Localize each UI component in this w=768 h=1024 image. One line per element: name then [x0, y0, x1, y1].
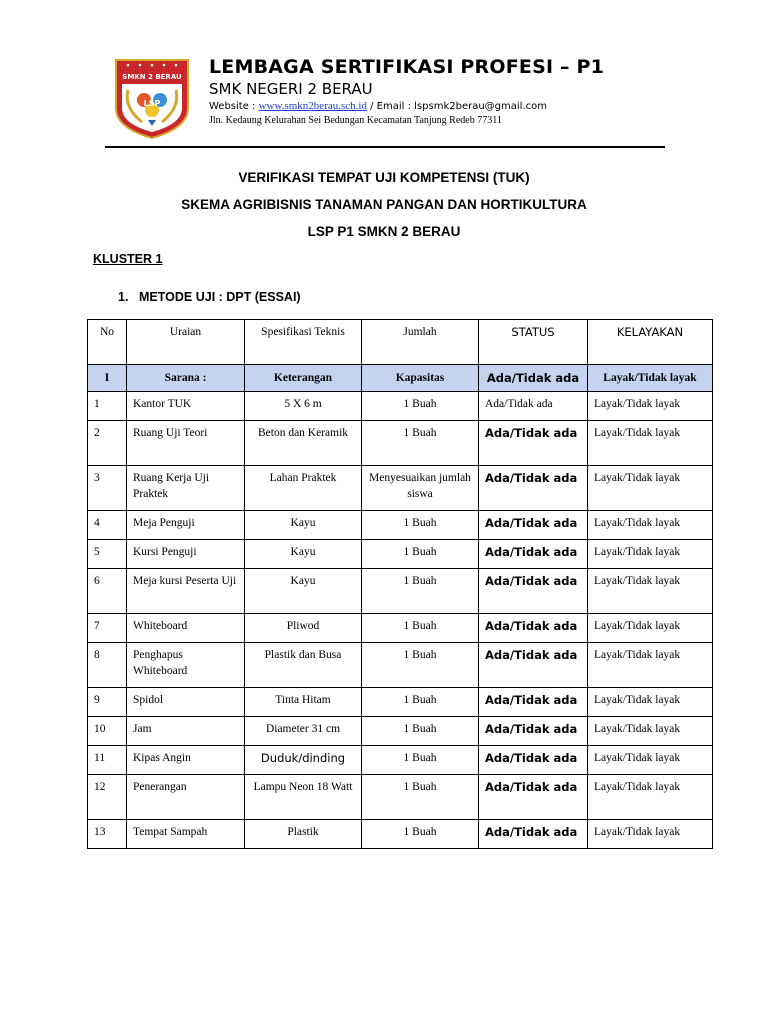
table-row	[88, 688, 713, 717]
row-no: 2	[88, 421, 127, 466]
table-header-row	[88, 320, 713, 365]
row-jumlah: 1 Buah	[362, 746, 479, 775]
row-jumlah: 1 Buah	[362, 421, 479, 466]
row-no: 3	[88, 466, 127, 511]
row-kelayakan: Layak/Tidak layak	[588, 511, 713, 540]
row-status: Ada/Tidak ada	[479, 746, 588, 775]
table-row	[88, 392, 713, 421]
row-kelayakan: Layak/Tidak layak	[588, 820, 713, 849]
header-status: STATUS	[479, 320, 588, 365]
table-row	[88, 820, 713, 849]
row-kelayakan: Layak/Tidak layak	[588, 466, 713, 511]
table-row	[88, 466, 713, 511]
row-jumlah: 1 Buah	[362, 717, 479, 746]
row-uraian: Penghapus Whiteboard	[127, 643, 245, 688]
table-row	[88, 421, 713, 466]
row-spesifikasi: Diameter 31 cm	[245, 717, 362, 746]
row-status: Ada/Tidak ada	[479, 466, 588, 511]
header-uraian: Uraian	[127, 320, 245, 365]
subheader-uraian: Sarana :	[127, 365, 245, 392]
row-spesifikasi: Kayu	[245, 540, 362, 569]
row-jumlah: 1 Buah	[362, 392, 479, 421]
row-no: 8	[88, 643, 127, 688]
row-uraian: Ruang Kerja Uji Praktek	[127, 466, 245, 511]
subheader-jumlah: Kapasitas	[362, 365, 479, 392]
table-row	[88, 775, 713, 820]
table-body	[88, 392, 713, 849]
row-spesifikasi: Pliwod	[245, 614, 362, 643]
header-jumlah: Jumlah	[362, 320, 479, 365]
row-jumlah: 1 Buah	[362, 540, 479, 569]
table-row	[88, 614, 713, 643]
row-kelayakan: Layak/Tidak layak	[588, 746, 713, 775]
metode-number: 1.	[118, 290, 129, 304]
row-kelayakan: Layak/Tidak layak	[588, 775, 713, 820]
row-status: Ada/Tidak ada	[479, 392, 588, 421]
row-status: Ada/Tidak ada	[479, 511, 588, 540]
row-spesifikasi: Lampu Neon 18 Watt	[245, 775, 362, 820]
table-row	[88, 569, 713, 614]
logo-letters: LSP	[143, 99, 161, 108]
row-no: 11	[88, 746, 127, 775]
row-status: Ada/Tidak ada	[479, 717, 588, 746]
row-no: 13	[88, 820, 127, 849]
metode-label: METODE UJI : DPT (ESSAI)	[139, 290, 301, 304]
row-no: 4	[88, 511, 127, 540]
row-status: Ada/Tidak ada	[479, 820, 588, 849]
email-label: / Email :	[366, 101, 415, 112]
subheader-status: Ada/Tidak ada	[479, 365, 588, 392]
table-subheader-row	[88, 365, 713, 392]
row-kelayakan: Layak/Tidak layak	[588, 717, 713, 746]
row-jumlah: 1 Buah	[362, 643, 479, 688]
row-status: Ada/Tidak ada	[479, 614, 588, 643]
row-uraian: Kantor TUK	[127, 392, 245, 421]
row-kelayakan: Layak/Tidak layak	[588, 643, 713, 688]
header-kelayakan: KELAYAKAN	[588, 320, 713, 365]
row-no: 7	[88, 614, 127, 643]
website-label: Website :	[209, 101, 259, 112]
row-status: Ada/Tidak ada	[479, 421, 588, 466]
logo-text: SMKN 2 BERAU	[122, 73, 182, 81]
contact-line	[209, 100, 547, 112]
email-address[interactable]: lspsmk2berau@gmail.com	[414, 101, 547, 112]
header-divider	[105, 146, 665, 148]
row-spesifikasi: Duduk/dinding	[245, 746, 362, 775]
row-status: Ada/Tidak ada	[479, 540, 588, 569]
row-jumlah: Menyesuaikan jumlah siswa	[362, 466, 479, 511]
row-spesifikasi: Lahan Praktek	[245, 466, 362, 511]
row-spesifikasi: Kayu	[245, 569, 362, 614]
row-spesifikasi: Tinta Hitam	[245, 688, 362, 717]
row-jumlah: 1 Buah	[362, 820, 479, 849]
table-row	[88, 746, 713, 775]
row-spesifikasi: Beton dan Keramik	[245, 421, 362, 466]
row-kelayakan: Layak/Tidak layak	[588, 569, 713, 614]
table-row	[88, 643, 713, 688]
address: Jln. Kedaung Kelurahan Sei Bedungan Kecamatan Tanjung Redeb 77311	[209, 115, 502, 126]
row-no: 1	[88, 392, 127, 421]
row-no: 5	[88, 540, 127, 569]
metode-heading	[118, 290, 301, 304]
row-no: 12	[88, 775, 127, 820]
row-uraian: Spidol	[127, 688, 245, 717]
row-status: Ada/Tidak ada	[479, 643, 588, 688]
school-logo	[112, 56, 192, 140]
kluster-heading: KLUSTER 1	[93, 252, 163, 266]
scheme-title: SKEMA AGRIBISNIS TANAMAN PANGAN DAN HORTIKULTURA	[181, 197, 587, 212]
org-subtitle: SMK NEGERI 2 BERAU	[209, 80, 373, 98]
document-title: VERIFIKASI TEMPAT UJI KOMPETENSI (TUK)	[238, 170, 530, 185]
row-spesifikasi: Plastik dan Busa	[245, 643, 362, 688]
website-link[interactable]: www.smkn2berau.sch.id	[258, 100, 367, 112]
row-kelayakan: Layak/Tidak layak	[588, 421, 713, 466]
row-uraian: Tempat Sampah	[127, 820, 245, 849]
table-row	[88, 511, 713, 540]
row-jumlah: 1 Buah	[362, 511, 479, 540]
row-spesifikasi: Kayu	[245, 511, 362, 540]
row-uraian: Jam	[127, 717, 245, 746]
tuk-table	[87, 319, 713, 849]
row-kelayakan: Layak/Tidak layak	[588, 614, 713, 643]
row-status: Ada/Tidak ada	[479, 775, 588, 820]
table-row	[88, 540, 713, 569]
row-uraian: Penerangan	[127, 775, 245, 820]
row-uraian: Ruang Uji Teori	[127, 421, 245, 466]
row-uraian: Meja kursi Peserta Uji	[127, 569, 245, 614]
row-spesifikasi: Plastik	[245, 820, 362, 849]
row-no: 10	[88, 717, 127, 746]
row-status: Ada/Tidak ada	[479, 688, 588, 717]
row-jumlah: 1 Buah	[362, 569, 479, 614]
row-kelayakan: Layak/Tidak layak	[588, 392, 713, 421]
row-uraian: Kipas Angin	[127, 746, 245, 775]
row-jumlah: 1 Buah	[362, 688, 479, 717]
row-jumlah: 1 Buah	[362, 775, 479, 820]
row-uraian: Kursi Penguji	[127, 540, 245, 569]
row-no: 6	[88, 569, 127, 614]
row-status: Ada/Tidak ada	[479, 569, 588, 614]
org-title: LEMBAGA SERTIFIKASI PROFESI – P1	[209, 56, 605, 78]
row-uraian: Meja Penguji	[127, 511, 245, 540]
table-row	[88, 717, 713, 746]
row-kelayakan: Layak/Tidak layak	[588, 540, 713, 569]
subheader-kelayakan: Layak/Tidak layak	[588, 365, 713, 392]
header-spesifikasi: Spesifikasi Teknis	[245, 320, 362, 365]
row-uraian: Whiteboard	[127, 614, 245, 643]
row-no: 9	[88, 688, 127, 717]
row-spesifikasi: 5 X 6 m	[245, 392, 362, 421]
subheader-no: I	[88, 365, 127, 392]
row-kelayakan: Layak/Tidak layak	[588, 688, 713, 717]
subheader-spesifikasi: Keterangan	[245, 365, 362, 392]
header-no: No	[88, 320, 127, 365]
row-jumlah: 1 Buah	[362, 614, 479, 643]
lsp-title: LSP P1 SMKN 2 BERAU	[307, 224, 461, 239]
